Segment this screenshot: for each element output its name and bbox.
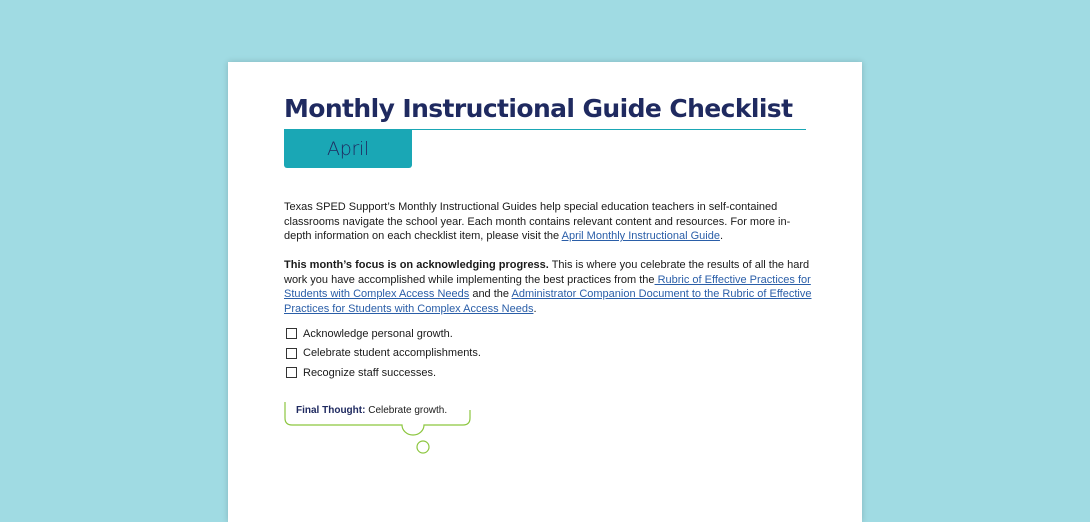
document-page: [228, 62, 862, 522]
focus-end: .: [533, 302, 537, 315]
checklist-item-label: Recognize staff successes.: [303, 366, 437, 379]
month-label: April: [327, 138, 369, 160]
checklist-item[interactable]: [286, 324, 481, 344]
checkbox[interactable]: [286, 328, 297, 339]
intro-end: .: [719, 230, 724, 243]
final-thought-callout: [284, 398, 471, 457]
intro-text: Texas SPED Support’s Monthly Instructional Guides help special education teachers in self-contained classrooms navigate the school year. Each month contains relevant content and resources. For more in-depth information on each checklist item, please visit the: [284, 201, 791, 243]
april-guide-link[interactable]: April Monthly Instructional Guide: [561, 230, 720, 243]
focus-text: This is where you celebrate the results of all the hard work you have accomplished while implementing the best practices from the: [284, 259, 810, 286]
checklist-item[interactable]: [286, 344, 481, 364]
focus-middle: and the: [469, 288, 512, 301]
final-thought-body: Celebrate growth.: [365, 405, 448, 416]
intro-paragraph: [284, 200, 814, 244]
checklist: [286, 324, 481, 383]
checkbox[interactable]: [286, 367, 297, 378]
checkbox[interactable]: [286, 348, 297, 359]
checklist-item-label: Acknowledge personal growth.: [303, 327, 453, 340]
focus-heading: This month’s focus is on acknowledging progress.: [284, 259, 549, 271]
focus-paragraph: [284, 258, 814, 316]
final-thought-label: Final Thought:: [296, 405, 366, 416]
checklist-item[interactable]: [286, 363, 481, 383]
rubric-link[interactable]: Rubric of Effective Practices for Students with Complex Access Needs: [284, 273, 811, 301]
month-tab: [284, 130, 412, 168]
checklist-item-label: Celebrate student accomplishments.: [303, 347, 481, 360]
admin-companion-link[interactable]: Administrator Companion Document to the Rubric of Effective Practices for Students with Complex Access Needs: [284, 288, 812, 315]
final-thought-text: [296, 405, 447, 416]
page-title: Monthly Instructional Guide Checklist: [284, 94, 793, 123]
